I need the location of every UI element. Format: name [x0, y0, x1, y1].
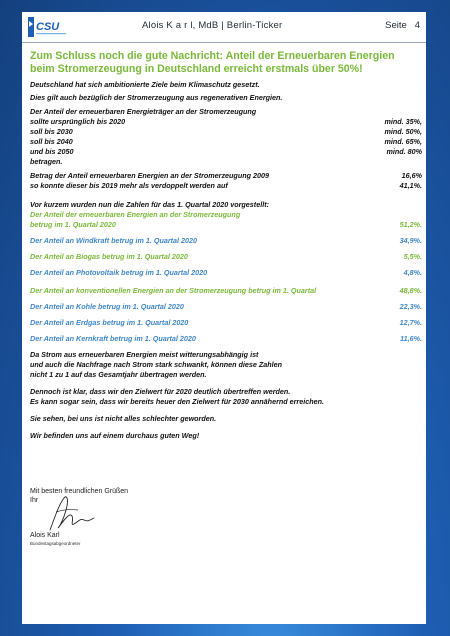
biogas-row [30, 252, 422, 262]
page-number [385, 20, 420, 31]
share-2019-row [30, 181, 422, 191]
target-label: und bis 2050 [30, 147, 74, 156]
target-value: mind. 80% [386, 147, 422, 156]
conventional-value: 48,8%. [399, 286, 422, 295]
paragraph: Dies gilt auch bezüglich der Stromerzeugung aus regenerativen Energien. [30, 93, 283, 102]
conventional-label: Der Anteil an konventionellen Energien an der Stromerzeugung betrug im 1. Quartal [30, 286, 317, 295]
share-2009-label: Betrag der Anteil erneuerbaren Energien an der Stromerzeugung 2009 [30, 171, 269, 180]
renewable-row [30, 220, 422, 230]
targets-intro: Der Anteil der erneuerbaren Energieträger an der Stromerzeugung [30, 107, 257, 116]
coal-value: 22,3%. [399, 302, 422, 311]
coal-row [30, 302, 422, 312]
target-value: mind. 35%, [384, 117, 422, 126]
target-row [30, 147, 422, 157]
target-row [30, 127, 422, 137]
not-worse-paragraph: Sie sehen, bei uns ist nicht alles schlechter geworden. [30, 414, 217, 423]
nuclear-row [30, 334, 422, 344]
headline: Zum Schluss noch die gute Nachricht: Anteil der Erneuerbaren Energien beim Stromerzeugung in Deutschland erreicht erstmals über 50%! [30, 50, 395, 75]
target-row [30, 137, 422, 147]
renewable-line: Der Anteil der erneuerbaren Energien an der Stromerzeugung [30, 210, 241, 219]
good-way-paragraph: Wir befinden uns auf einem durchaus guten Weg! [30, 431, 200, 440]
pv-row [30, 268, 422, 278]
signature-role: Bundestagsabgeordneter [30, 541, 81, 546]
gas-label: Der Anteil an Erdgas betrug im 1. Quartal 2020 [30, 318, 189, 327]
greeting: Mit besten freundlichen Grüßen [30, 488, 129, 495]
logo-text: CSU [36, 21, 60, 33]
pv-value: 4,8%. [403, 268, 422, 277]
wind-row [30, 236, 422, 246]
renewable-label: betrug im 1. Quartal 2020 [30, 220, 116, 229]
renewable-value: 51,2%. [399, 220, 422, 229]
nuclear-value: 11,6%. [400, 334, 422, 343]
nuclear-label: Der Anteil an Kernkraft betrug im 1. Quartal 2020 [30, 334, 196, 343]
paragraph: Deutschland hat sich ambitionierte Ziele beim Klimaschutz gesetzt. [30, 80, 260, 89]
wind-label: Der Anteil an Windkraft betrug im 1. Quartal 2020 [30, 236, 198, 245]
target-2020-line: Dennoch ist klar, dass wir den Zielwert für 2020 deutlich übertreffen werden. [30, 387, 291, 396]
targets-end: betragen. [30, 157, 63, 166]
signature-name: Alois Karl [30, 532, 60, 539]
biogas-value: 5,5%. [403, 252, 422, 261]
weather-line: und auch die Nachfrage nach Strom stark schwankt, können diese Zahlen [30, 360, 283, 369]
weather-line: Da Strom aus erneuerbaren Energien meist witterungsabhängig ist [30, 350, 259, 359]
target-label: soll bis 2030 [30, 127, 73, 136]
share-2009-row [30, 171, 422, 181]
pv-label: Der Anteil an Photovoltaik betrug im 1. Quartal 2020 [30, 268, 208, 277]
article-body [30, 80, 422, 441]
document-page [22, 12, 426, 624]
csu-logo-icon [28, 16, 72, 38]
biogas-label: Der Anteil an Biogas betrug im 1. Quartal 2020 [30, 252, 188, 261]
share-2009-value: 16,6% [401, 171, 422, 180]
target-row [30, 117, 422, 127]
page-header [22, 12, 426, 43]
share-2019-value: 41,1%. [399, 181, 422, 190]
target-value: mind. 65%, [384, 137, 422, 146]
signature-icon [44, 490, 96, 534]
target-label: soll bis 2040 [30, 137, 73, 146]
target-label: sollte ursprünglich bis 2020 [30, 117, 126, 126]
gas-row [30, 318, 422, 328]
page-number-value: 4 [414, 20, 420, 31]
header-title: Alois K a r l, MdB | Berlin-Ticker [142, 20, 283, 31]
target-value: mind. 50%, [384, 127, 422, 136]
target-2020-paragraph [30, 387, 422, 407]
share-2019-label: so konnte dieser bis 2019 mehr als verdoppelt werden auf [30, 181, 228, 190]
weather-paragraph [30, 350, 422, 380]
target-2020-line: Es kann sogar sein, dass wir bereits heuer den Zielwert für 2030 annähernd erreichen. [30, 397, 324, 406]
page-label: Seite [385, 20, 407, 31]
coal-label: Der Anteil an Kohle betrug im 1. Quartal 2020 [30, 302, 184, 311]
yours: Ihr [30, 497, 39, 504]
conventional-row [30, 286, 422, 296]
weather-line: nicht 1 zu 1 auf das Gesamtjahr übertragen werden. [30, 370, 207, 379]
gas-value: 12,7%. [399, 318, 422, 327]
wind-value: 34,9%. [399, 236, 422, 245]
q1-intro: Vor kurzem wurden nun die Zahlen für das 1. Quartal 2020 vorgestellt: [30, 200, 269, 209]
